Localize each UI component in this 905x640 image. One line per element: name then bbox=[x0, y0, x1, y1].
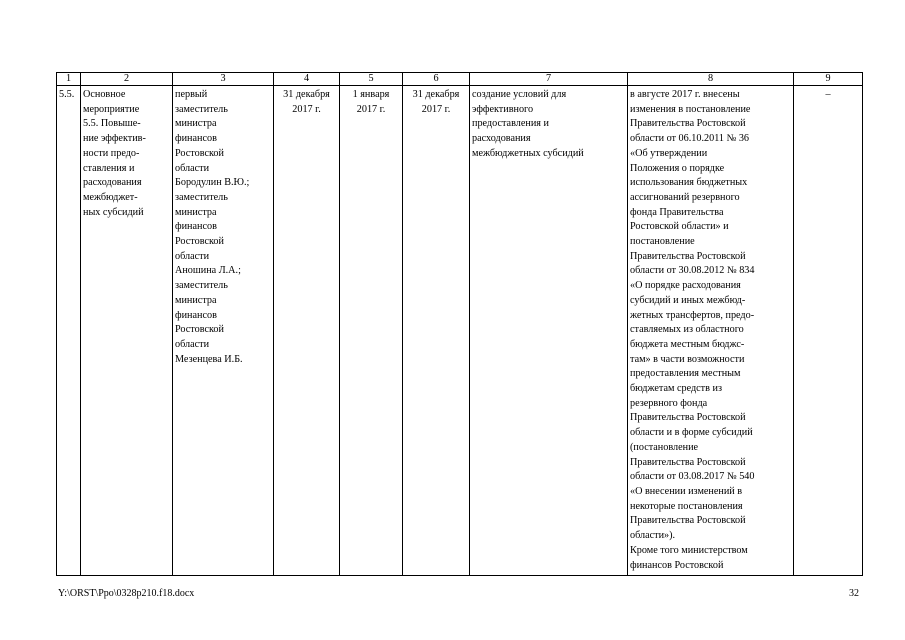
column-number: 3 bbox=[173, 73, 274, 86]
text-line: субсидий и иных межбюд- bbox=[630, 294, 746, 306]
text-line: предоставления и bbox=[472, 118, 549, 130]
text-line: ных субсидий bbox=[83, 206, 144, 218]
text-line: области bbox=[175, 338, 210, 350]
text-line: 1 января bbox=[352, 89, 390, 100]
text-line: 2017 г. bbox=[421, 103, 451, 115]
text-line: области bbox=[175, 162, 210, 174]
text-line: финансов Ростовской bbox=[630, 559, 724, 571]
text-line: мероприятие bbox=[83, 103, 140, 115]
text-line: Правительства Ростовской bbox=[630, 412, 746, 424]
text-line: жетных трансфертов, предо- bbox=[630, 309, 755, 321]
text-line: области bbox=[175, 250, 210, 262]
text-line: фонда Правительства bbox=[630, 206, 724, 218]
reason-cell: – bbox=[794, 86, 863, 576]
item-number-cell: 5.5. bbox=[57, 86, 81, 576]
planned-end-date-cell bbox=[274, 86, 340, 576]
text-line: финансов bbox=[175, 309, 217, 321]
text-line: (постановление bbox=[630, 441, 699, 453]
text-line: Правительства Ростовской bbox=[630, 456, 746, 468]
text-line: первый bbox=[175, 89, 208, 100]
text-line: Основное bbox=[83, 89, 126, 100]
text-line: Ростовской bbox=[175, 236, 224, 248]
text-line: Ростовской bbox=[175, 147, 224, 159]
text-line: межбюджетных субсидий bbox=[472, 147, 584, 159]
responsible-persons-cell bbox=[173, 86, 274, 576]
text-line: Правительства Ростовской bbox=[630, 250, 746, 262]
actual-start-date-cell bbox=[340, 86, 403, 576]
text-line: эффективного bbox=[472, 103, 534, 115]
text-line: области»). bbox=[630, 530, 676, 542]
page-number: 32 bbox=[849, 588, 859, 599]
text-line: области от 06.10.2011 № 36 bbox=[630, 133, 750, 145]
table-row bbox=[57, 86, 863, 576]
text-line: 31 декабря bbox=[412, 89, 460, 100]
text-line: создание условий для bbox=[472, 89, 567, 100]
column-number: 9 bbox=[794, 73, 863, 86]
text-line: Аношина Л.А.; bbox=[175, 265, 241, 277]
text-line: министра bbox=[175, 206, 217, 218]
text-line: заместитель bbox=[175, 280, 228, 292]
text-line: некоторые постановления bbox=[630, 500, 743, 512]
column-number: 8 bbox=[628, 73, 794, 86]
text-line: ние эффектив- bbox=[83, 133, 146, 145]
text-line: области от 30.08.2012 № 834 bbox=[630, 265, 755, 277]
text-line: ставления и bbox=[83, 162, 135, 174]
text-line: в августе 2017 г. внесены bbox=[630, 89, 740, 100]
text-line: области и в форме субсидий bbox=[630, 427, 753, 439]
text-line: постановление bbox=[630, 236, 695, 248]
actual-result-cell bbox=[628, 86, 794, 576]
text-line: «О порядке расходования bbox=[630, 280, 741, 292]
actual-end-date-cell bbox=[403, 86, 470, 576]
document-file-path: Y:\ORST\Ppo\0328p210.f18.docx bbox=[58, 588, 195, 599]
text-line: министра bbox=[175, 118, 217, 130]
text-line: бюджетам средств из bbox=[630, 383, 722, 395]
text-line: межбюджет- bbox=[83, 191, 138, 203]
column-number: 5 bbox=[340, 73, 403, 86]
text-line: Ростовской bbox=[175, 324, 224, 336]
text-line: заместитель bbox=[175, 103, 228, 115]
text-line: 31 декабря bbox=[283, 89, 330, 100]
column-number: 6 bbox=[403, 73, 470, 86]
text-line: Правительства Ростовской bbox=[630, 515, 746, 527]
text-line: 2017 г. bbox=[292, 103, 321, 115]
text-line: Бородулин В.Ю.; bbox=[175, 177, 250, 189]
column-number: 7 bbox=[470, 73, 628, 86]
text-line: использования бюджетных bbox=[630, 177, 748, 189]
text-line: финансов bbox=[175, 221, 217, 233]
text-line: ности предо- bbox=[83, 147, 140, 159]
column-number: 4 bbox=[274, 73, 340, 86]
column-number: 2 bbox=[81, 73, 173, 86]
text-line: Мезенцева И.Б. bbox=[175, 353, 243, 365]
text-line: расходования bbox=[83, 177, 142, 189]
text-line: заместитель bbox=[175, 191, 228, 203]
column-number-row bbox=[57, 73, 863, 86]
text-line: расходования bbox=[472, 133, 531, 145]
text-line: финансов bbox=[175, 133, 217, 145]
text-line: ставляемых из областного bbox=[630, 324, 744, 336]
text-line: резервного фонда bbox=[630, 397, 708, 409]
text-line: «О внесении изменений в bbox=[630, 485, 743, 497]
text-line: Положения о порядке bbox=[630, 162, 725, 174]
text-line: 5.5. Повыше- bbox=[83, 118, 141, 130]
text-line: Правительства Ростовской bbox=[630, 118, 746, 130]
text-line: Кроме того министерством bbox=[630, 544, 748, 556]
activity-name-cell bbox=[81, 86, 173, 576]
text-line: изменения в постановление bbox=[630, 103, 751, 115]
expected-result-cell bbox=[470, 86, 628, 576]
measures-table bbox=[56, 72, 863, 576]
text-line: предоставления местным bbox=[630, 368, 741, 380]
text-line: министра bbox=[175, 294, 217, 306]
text-line: 2017 г. bbox=[356, 103, 386, 115]
text-line: ассигнований резервного bbox=[630, 191, 740, 203]
text-line: бюджета местным бюджс- bbox=[630, 338, 745, 350]
column-number: 1 bbox=[57, 73, 81, 86]
text-line: области от 03.08.2017 № 540 bbox=[630, 471, 755, 483]
text-line: «Об утверждении bbox=[630, 147, 708, 159]
text-line: Ростовской области» и bbox=[630, 221, 729, 233]
text-line: там» в части возможности bbox=[630, 353, 745, 365]
